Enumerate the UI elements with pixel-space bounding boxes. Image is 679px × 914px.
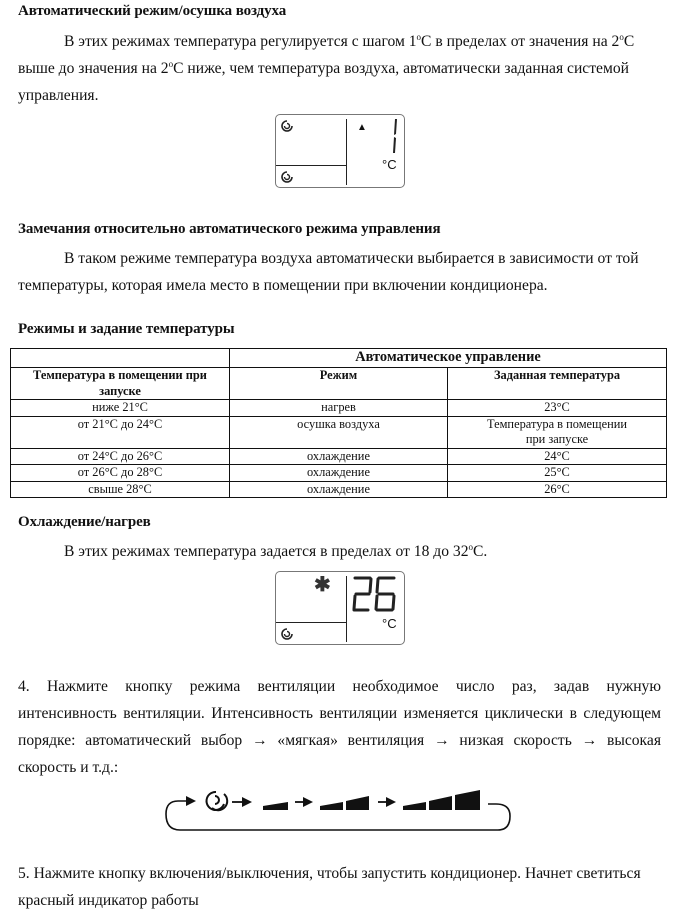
cell-set: Температура в помещении при запуске (448, 416, 667, 448)
celsius-unit: °C (382, 157, 397, 172)
col-header-set-temp: Заданная температура (448, 368, 667, 400)
table-row (11, 400, 667, 417)
text: C. (473, 543, 488, 560)
text: выше до значения на 2 (18, 60, 169, 77)
table-row (11, 448, 667, 465)
cell-room: от 26°C до 28°C (11, 465, 230, 482)
cell-set: 24°C (448, 448, 667, 465)
fan-low-icon (320, 796, 369, 810)
step4-paragraph (18, 673, 661, 781)
cell-set: 25°C (448, 465, 667, 482)
divider (346, 576, 347, 642)
divider (276, 622, 346, 623)
text: скорость и т.д.: (18, 759, 119, 776)
text: 5. Нажмите кнопку включения/выключения, чтобы запустить кондиционер. Начнет светиться (18, 865, 641, 882)
table-row (11, 481, 667, 498)
modes-table (10, 348, 667, 498)
text: красный индикатор работы (18, 892, 199, 909)
cell-mode: охлаждение (230, 481, 448, 498)
col-header-mode: Режим (230, 368, 448, 400)
lcd-display-cool (275, 571, 405, 645)
text: 4. Нажмите кнопку режима вентиляции необходимое число раз, задав нужную (18, 678, 661, 695)
text: В этих режимах температура задается в пределах от 18 до 32 (64, 543, 469, 560)
heading-auto-dry: Автоматический режим/осушка воздуха (18, 3, 287, 19)
fan-speed-cycle-diagram (160, 782, 520, 836)
degree: o (416, 32, 422, 42)
paragraph-auto-dry (18, 28, 661, 109)
degree: o (619, 32, 624, 42)
lcd-digit (388, 118, 398, 154)
text: C ниже, чем температура воздуха, автоматически заданная системой (173, 60, 629, 77)
cell-mode: осушка воздуха (230, 416, 448, 448)
divider (346, 119, 347, 185)
fan-auto-icon (280, 170, 294, 184)
text: C в пределах от значения на 2 (421, 33, 620, 50)
table-corner (11, 349, 230, 368)
cell-mode: охлаждение (230, 465, 448, 482)
group-header: Автоматическое управление (230, 349, 667, 368)
step5-paragraph (18, 860, 661, 914)
fan-auto-icon (280, 627, 294, 641)
degree: o (168, 59, 174, 69)
fan-soft-icon (263, 802, 288, 810)
paragraph-auto-notes: В таком режиме температура воздуха автоматически выбирается в зависимости от той температуры, которая имела место в помещении при включении кондиционера. (18, 250, 639, 294)
degree: o (468, 542, 474, 552)
divider (276, 165, 346, 166)
lcd-display-auto (275, 114, 405, 188)
fan-high-icon (403, 790, 480, 810)
lcd-digits-26 (350, 575, 400, 613)
table-row (11, 416, 667, 448)
table-row (11, 465, 667, 482)
text: C (623, 33, 635, 50)
text: интенсивность вентиляции. Интенсивность вентиляции изменяется циклически в следующем (18, 705, 661, 722)
text: порядке: автоматический выбор → «мягкая» вентиляция → низкая скорость → высокая (18, 732, 661, 749)
col-header-room-temp: Температура в помещении при запуске (11, 368, 230, 400)
cell-mode: нагрев (230, 400, 448, 417)
cell-room: от 21°C до 24°C (11, 416, 230, 448)
heading-modes-table: Режимы и задание температуры (18, 321, 235, 337)
snowflake-icon: ✱ (314, 574, 331, 596)
cell-set: 23°C (448, 400, 667, 417)
heading-cool-heat: Охлаждение/нагрев (18, 514, 151, 530)
cell-room: ниже 21°C (11, 400, 230, 417)
celsius-unit: °C (382, 616, 397, 631)
cell-room: свыше 28°C (11, 481, 230, 498)
up-arrow-icon: ▲ (357, 122, 367, 133)
cell-mode: охлаждение (230, 448, 448, 465)
text: управления. (18, 87, 99, 104)
text: В этих режимах температура регулируется с шагом 1 (64, 33, 417, 50)
heading-auto-notes: Замечания относительно автоматического режима управления (18, 221, 441, 237)
fan-auto-icon (207, 792, 228, 810)
cell-room: от 24°C до 26°C (11, 448, 230, 465)
paragraph-cool-heat (18, 538, 661, 565)
fan-auto-icon (280, 119, 294, 133)
cell-set: 26°C (448, 481, 667, 498)
